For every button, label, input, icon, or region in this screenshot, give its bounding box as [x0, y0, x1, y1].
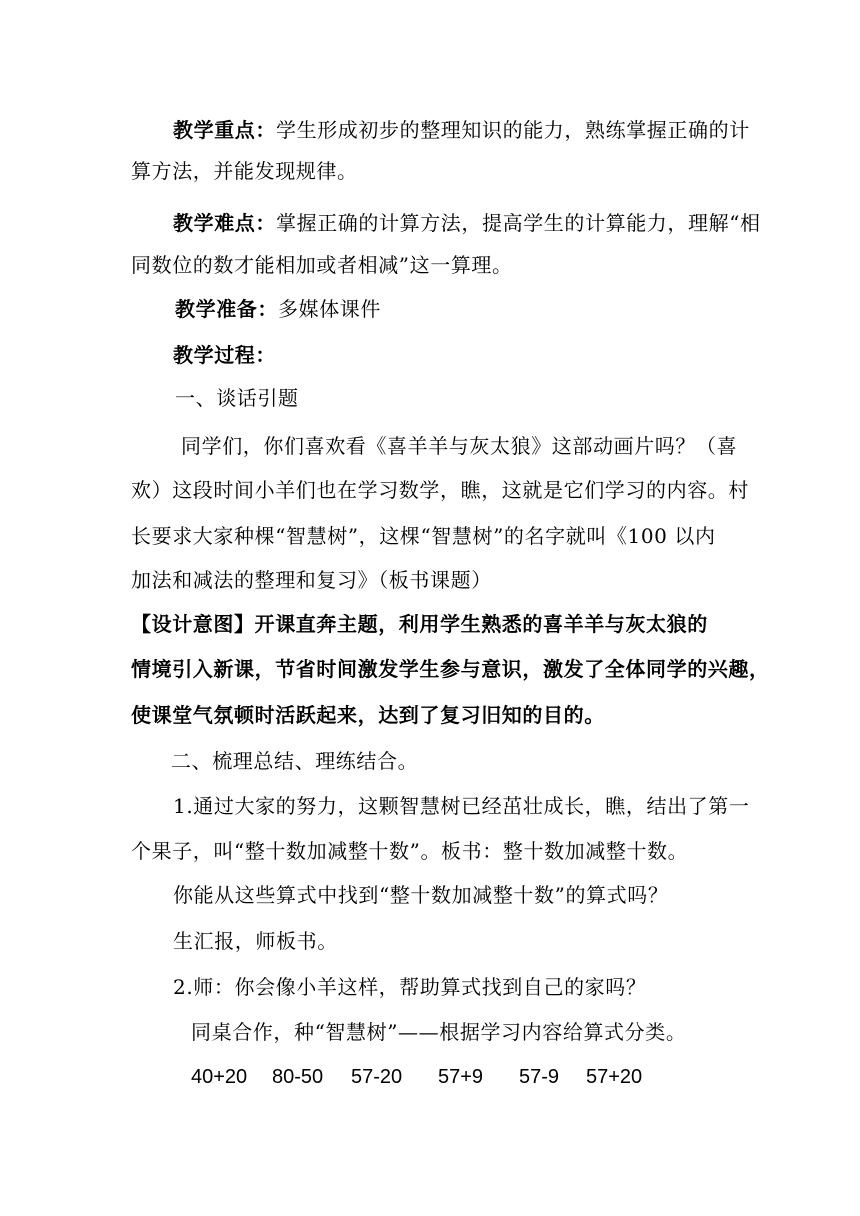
- preparation-line: [175, 296, 381, 322]
- expression-item: 57-9: [519, 1066, 560, 1088]
- process-label: 教学过程：: [173, 343, 276, 367]
- expression-item: 40+20: [191, 1066, 248, 1088]
- preparation-label: 教学准备：: [175, 297, 278, 321]
- preparation-text: 多媒体课件: [278, 297, 381, 321]
- key-points-line-1: [173, 117, 750, 143]
- key-points-text-2: 算方法，并能发现规律。: [131, 159, 358, 183]
- expression-item: 80-50: [272, 1066, 324, 1088]
- design-intent-line-2: 情境引入新课，节省时间激发学生参与意识，激发了全体同学的兴趣，: [131, 657, 770, 681]
- expression-item: 57+20: [586, 1066, 643, 1088]
- difficulties-text-1: 掌握正确的计算方法，提高学生的计算能力，理解“相: [276, 211, 761, 235]
- key-points-text-1: 学生形成初步的整理知识的能力，熟练掌握正确的计: [276, 118, 750, 142]
- expression-item: 57-20: [351, 1066, 403, 1088]
- section2-question: 你能从这些算式中找到“整十数加减整十数”的算式吗？: [173, 883, 669, 907]
- section1-para-line-2: 欢）这段时间小羊们也在学习数学，瞧，这就是它们学习的内容。村: [131, 478, 749, 502]
- section2-heading: 二、梳理总结、理练结合。: [171, 749, 419, 773]
- section1-para-line-4: 加法和减法的整理和复习》（板书课题）: [131, 568, 492, 592]
- section2-item2: 2.师：你会像小羊这样，帮助算式找到自己的家吗？: [173, 975, 647, 999]
- section2-report: 生汇报，师板书。: [173, 929, 338, 953]
- design-intent-line-1: 【设计意图】开课直奔主题，利用学生熟悉的喜羊羊与灰太狼的: [131, 612, 708, 636]
- section1-heading: 一、谈话引题: [175, 386, 299, 410]
- difficulties-text-2: 同数位的数才能相加或者相减”这一算理。: [131, 253, 513, 277]
- expression-item: 57+9: [438, 1066, 484, 1088]
- key-points-label: 教学重点：: [173, 118, 276, 142]
- section2-item1-line-1: 1.通过大家的努力，这颗智慧树已经茁壮成长，瞧，结出了第一: [173, 794, 750, 818]
- section2-item1-line-2: 个果子，叫“整十数加减整十数”。板书：整十数加减整十数。: [131, 839, 689, 863]
- section1-para-line-1: 同学们，你们喜欢看《喜羊羊与灰太狼》这部动画片吗？（喜: [181, 434, 738, 458]
- difficulties-line-1: [173, 210, 761, 236]
- section2-cooperation: 同桌合作，种“智慧树”——根据学习内容给算式分类。: [191, 1020, 687, 1044]
- difficulties-label: 教学难点：: [173, 211, 276, 235]
- section1-para-line-3: 长要求大家种棵“智慧树”，这棵“智慧树”的名字就叫《100 以内: [131, 524, 716, 548]
- design-intent-line-3: 使课堂气氛顿时活跃起来，达到了复习旧知的目的。: [131, 703, 605, 727]
